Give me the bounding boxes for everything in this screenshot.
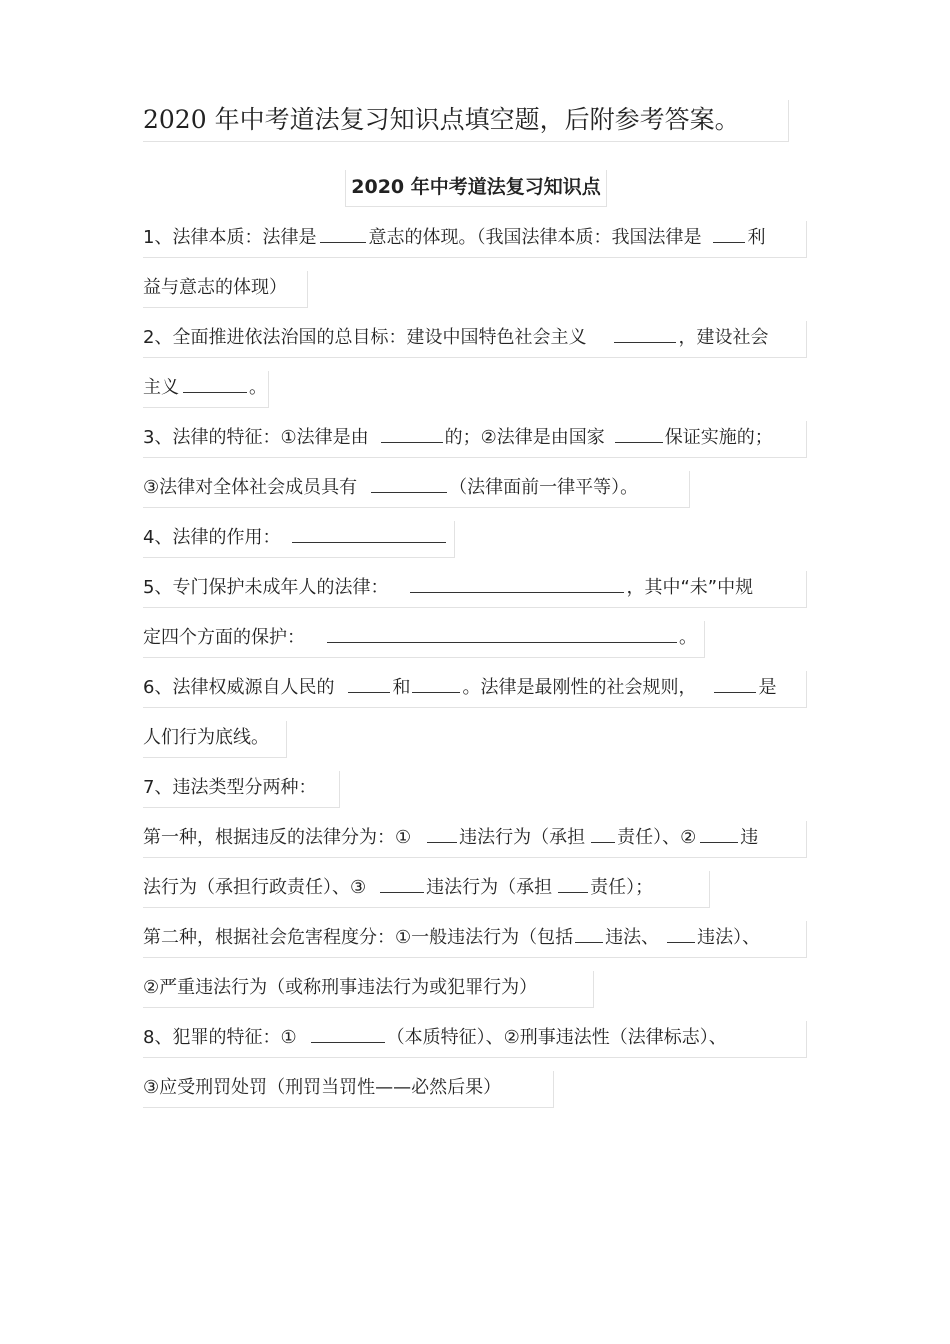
item-3-line-1: 3、法律的特征：①法律是由 的；②法律是由国家 保证实施的； [143,421,807,458]
item-6-line-2: 人们行为底线。 [143,721,287,758]
blank[interactable] [713,226,745,243]
item-2-line-2: 主义 。 [143,371,269,408]
blank[interactable] [412,676,460,693]
blank[interactable] [714,676,756,693]
blank[interactable] [320,226,366,243]
blank[interactable] [348,676,390,693]
blank[interactable] [380,876,424,893]
item-2-line-1: 2、全面推进依法治国的总目标：建设中国特色社会主义 ，建设社会 [143,321,807,358]
blank[interactable] [614,326,676,343]
blank[interactable] [615,426,663,443]
blank[interactable] [410,576,624,593]
item-8-line-2: ③应受刑罚处罚（刑罚当罚性——必然后果） [143,1071,554,1108]
item-7: 7、违法类型分两种： [143,771,340,808]
blank[interactable] [183,376,247,393]
item-1-line-2: 益与意志的体现） [143,271,308,308]
item-7-type-1-line-1: 第一种，根据违反的法律分为：① 违法行为（承担 责任）、② 违 [143,821,807,858]
item-4: 4、法律的作用： [143,521,455,558]
item-7-type-2-line-1: 第二种，根据社会危害程度分：①一般违法行为（包括 违法、 违法）、 [143,921,807,958]
blank[interactable] [667,926,695,943]
blank[interactable] [591,826,615,843]
item-7-type-2-line-2: ②严重违法行为（或称刑事违法行为或犯罪行为） [143,971,594,1008]
blank[interactable] [311,1026,385,1043]
item-7-type-1-line-2: 法行为（承担行政责任）、③ 违法行为（承担 责任）； [143,871,710,908]
item-5-line-1: 5、专门保护未成年人的法律： ，其中“未”中规 [143,571,807,608]
item-5-line-2: 定四个方面的保护： 。 [143,621,705,658]
blank[interactable] [558,876,588,893]
blank[interactable] [371,476,447,493]
blank[interactable] [292,526,446,543]
document-title: 2020 年中考道法复习知识点填空题，后附参考答案。 [143,100,789,142]
blank[interactable] [700,826,738,843]
item-1-line-1: 1、法律本质：法律是 意志的体现。（我国法律本质：我国法律是 利 [143,221,807,258]
section-title: 2020 年中考道法复习知识点 [345,170,607,207]
item-8-line-1: 8、犯罪的特征：① （本质特征）、②刑事违法性（法律标志）、 [143,1021,807,1058]
blank[interactable] [327,626,677,643]
item-3-line-2: ③法律对全体社会成员具有 （法律面前一律平等）。 [143,471,690,508]
blank[interactable] [381,426,443,443]
blank[interactable] [575,926,603,943]
item-6-line-1: 6、法律权威源自人民的 和 。法律是最刚性的社会规则， 是 [143,671,807,708]
blank[interactable] [427,826,457,843]
